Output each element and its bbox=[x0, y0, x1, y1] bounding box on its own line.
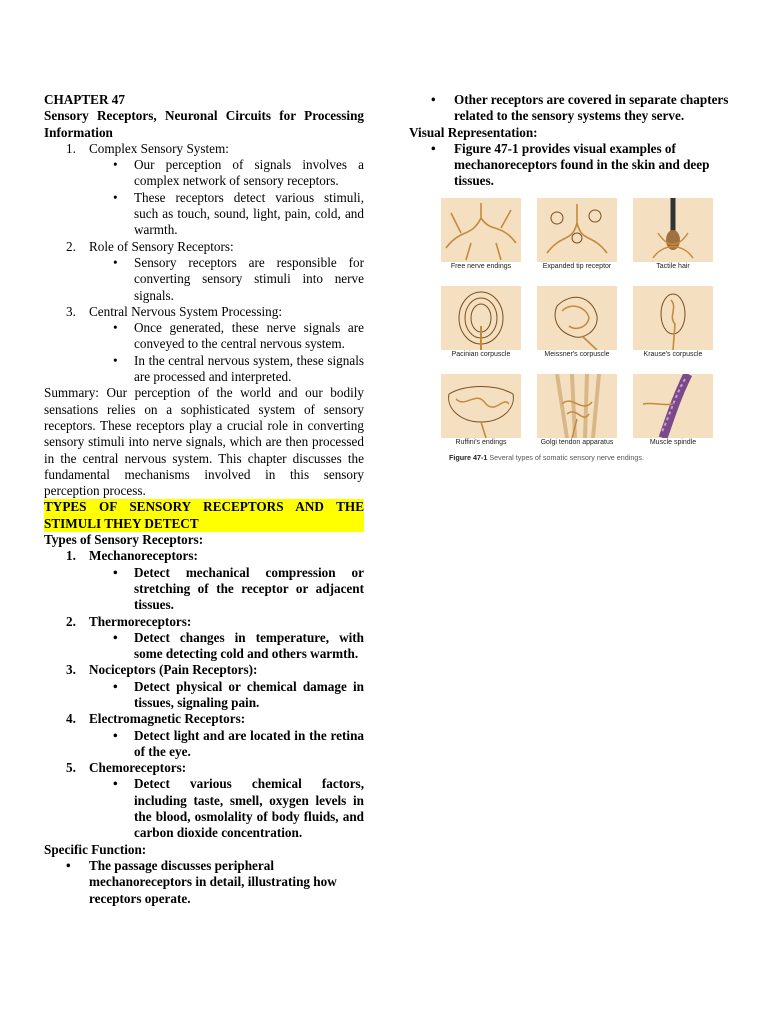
item-number: 2. bbox=[66, 613, 76, 629]
receptor-types-list bbox=[44, 548, 364, 841]
item-number: 3. bbox=[66, 662, 76, 678]
types-heading: Types of Sensory Receptors: bbox=[44, 532, 204, 548]
krauses-corpuscle-illustration bbox=[633, 286, 713, 350]
pacinian-corpuscle-illustration bbox=[441, 286, 521, 350]
other-receptors-list bbox=[409, 92, 729, 125]
bullet-dot-icon: • bbox=[113, 320, 118, 336]
free-nerve-endings-illustration bbox=[441, 198, 521, 262]
bullet-item bbox=[44, 858, 364, 907]
item-label: Electromagnetic Receptors: bbox=[89, 711, 246, 727]
figure-panel bbox=[537, 198, 617, 288]
numbered-item bbox=[44, 239, 364, 255]
numbered-item bbox=[44, 141, 364, 157]
bullet-text: Sensory receptors are responsible for converting sensory stimuli into nerve signals. bbox=[134, 254, 364, 303]
figure-panel-label: Golgi tendon apparatus bbox=[540, 438, 614, 446]
figure-panel-label: Ruffini's endings bbox=[455, 438, 507, 446]
expanded-tip-receptor-illustration bbox=[537, 198, 617, 262]
bullet-item bbox=[44, 255, 364, 304]
figure-panel bbox=[633, 286, 713, 376]
item-number: 4. bbox=[66, 711, 76, 727]
muscle-spindle-illustration bbox=[633, 374, 713, 438]
figure-47-1 bbox=[441, 198, 721, 468]
visual-representation-heading: Visual Representation: bbox=[409, 124, 538, 140]
figure-panel bbox=[537, 374, 617, 464]
bullet-text: These receptors detect various stimuli, such as touch, sound, light, pain, cold, and warmth. bbox=[134, 189, 364, 238]
numbered-item bbox=[44, 662, 364, 678]
bullet-dot-icon: • bbox=[113, 564, 118, 580]
figure-panel-label: Free nerve endings bbox=[450, 262, 512, 270]
tactile-hair-illustration bbox=[633, 198, 713, 262]
ruffinis-endings-illustration bbox=[441, 374, 521, 438]
bullet-item bbox=[44, 630, 364, 663]
item-label: Thermoreceptors: bbox=[89, 613, 192, 629]
bullet-text: Detect light and are located in the retina of the eye. bbox=[134, 727, 364, 759]
bullet-dot-icon: • bbox=[113, 352, 118, 368]
item-label: Mechanoreceptors: bbox=[89, 548, 198, 564]
item-label: Nociceptors (Pain Receptors): bbox=[89, 662, 258, 678]
bullet-text: Once generated, these nerve signals are conveyed to the central nervous system. bbox=[134, 320, 364, 352]
bullet-dot-icon: • bbox=[113, 678, 118, 694]
outline-list bbox=[44, 141, 364, 385]
figure-panel-label: Pacinian corpuscle bbox=[451, 350, 511, 358]
figure-panel bbox=[441, 286, 521, 376]
highlighted-section-heading: TYPES OF SENSORY RECEPTORS AND THE STIMULI THEY DETECT bbox=[44, 499, 364, 531]
figure-panel bbox=[441, 374, 521, 464]
figure-panel-label: Meissner's corpuscle bbox=[544, 350, 610, 358]
item-label: Complex Sensory System: bbox=[89, 140, 229, 156]
visual-representation-list bbox=[409, 141, 729, 190]
numbered-item bbox=[44, 548, 364, 564]
item-number: 1. bbox=[66, 140, 76, 156]
figure-panel-label: Muscle spindle bbox=[649, 438, 697, 446]
item-number: 1. bbox=[66, 548, 76, 564]
meissners-corpuscle-illustration bbox=[537, 286, 617, 350]
item-label: Role of Sensory Receptors: bbox=[89, 238, 234, 254]
bullet-dot-icon: • bbox=[113, 727, 118, 743]
right-column bbox=[409, 92, 729, 468]
bullet-text: In the central nervous system, these signals are processed and interpreted. bbox=[134, 352, 364, 385]
bullet-item bbox=[409, 141, 729, 190]
bullet-item bbox=[44, 679, 364, 712]
specific-function-heading: Specific Function: bbox=[44, 841, 147, 857]
bullet-item bbox=[44, 190, 364, 239]
bullet-text: Detect various chemical factors, including taste, smell, oxygen levels in the blood, osmolality of body fluids, and carbon dioxide concentration. bbox=[134, 776, 364, 841]
figure-caption-number: Figure 47-1 bbox=[449, 452, 488, 462]
figure-panel-label: Expanded tip receptor bbox=[542, 262, 612, 270]
bullet-dot-icon: • bbox=[113, 189, 118, 205]
bullet-item bbox=[44, 776, 364, 841]
bullet-dot-icon: • bbox=[66, 857, 71, 873]
item-number: 3. bbox=[66, 303, 76, 319]
figure-panel bbox=[537, 286, 617, 376]
chapter-title: Sensory Receptors, Neuronal Circuits for Processing Information bbox=[44, 108, 364, 140]
specific-function-list bbox=[44, 858, 364, 907]
item-label: Chemoreceptors: bbox=[89, 760, 187, 776]
chapter-label: CHAPTER 47 bbox=[44, 92, 125, 107]
figure-panel bbox=[633, 198, 713, 288]
numbered-item bbox=[44, 304, 364, 320]
golgi-tendon-apparatus-illustration bbox=[537, 374, 617, 438]
bullet-text: Detect physical or chemical damage in tissues, signaling pain. bbox=[134, 678, 364, 710]
numbered-item bbox=[44, 760, 364, 776]
figure-panel bbox=[441, 198, 521, 288]
figure-panel bbox=[633, 374, 713, 464]
bullet-item bbox=[44, 320, 364, 353]
bullet-item bbox=[44, 157, 364, 190]
bullet-item bbox=[409, 92, 729, 125]
item-label: Central Nervous System Processing: bbox=[89, 303, 283, 319]
bullet-dot-icon: • bbox=[431, 140, 436, 156]
summary-paragraph: Summary: Our perception of the world and our bodily sensations relies on a sophisticated system of sensory receptors. These receptors play a crucial role in converting sensory stimuli into nerve signals, which are then processed in the central nervous system. This chapter discusses the fundamental mechanisms involved in this sensory perception process. bbox=[44, 385, 364, 499]
bullet-dot-icon: • bbox=[113, 254, 118, 270]
bullet-dot-icon: • bbox=[113, 776, 118, 792]
bullet-item bbox=[44, 353, 364, 386]
left-column bbox=[44, 92, 364, 907]
bullet-text: Detect changes in temperature, with some detecting cold and others warmth. bbox=[134, 629, 364, 662]
numbered-item bbox=[44, 614, 364, 630]
figure-panel-label: Tactile hair bbox=[656, 262, 690, 270]
bullet-dot-icon: • bbox=[431, 92, 436, 107]
bullet-text: The passage discusses peripheral mechanoreceptors in detail, illustrating how receptors operate. bbox=[89, 857, 337, 906]
bullet-text: Our perception of signals involves a complex network of sensory receptors. bbox=[134, 157, 364, 189]
bullet-dot-icon: • bbox=[113, 629, 118, 645]
bullet-text: Other receptors are covered in separate chapters related to the sensory systems they serve. bbox=[454, 92, 729, 124]
bullet-text: Figure 47-1 provides visual examples of mechanoreceptors found in the skin and deep tissues. bbox=[454, 140, 710, 189]
bullet-item bbox=[44, 728, 364, 761]
figure-panel-label: Krause's corpuscle bbox=[643, 350, 703, 358]
item-number: 5. bbox=[66, 760, 76, 776]
bullet-text: Detect mechanical compression or stretching of the receptor or adjacent tissues. bbox=[134, 564, 364, 613]
figure-caption-text: Several types of somatic sensory nerve endings. bbox=[489, 452, 644, 462]
item-number: 2. bbox=[66, 238, 76, 254]
numbered-item bbox=[44, 711, 364, 727]
bullet-item bbox=[44, 565, 364, 614]
bullet-dot-icon: • bbox=[113, 157, 118, 173]
